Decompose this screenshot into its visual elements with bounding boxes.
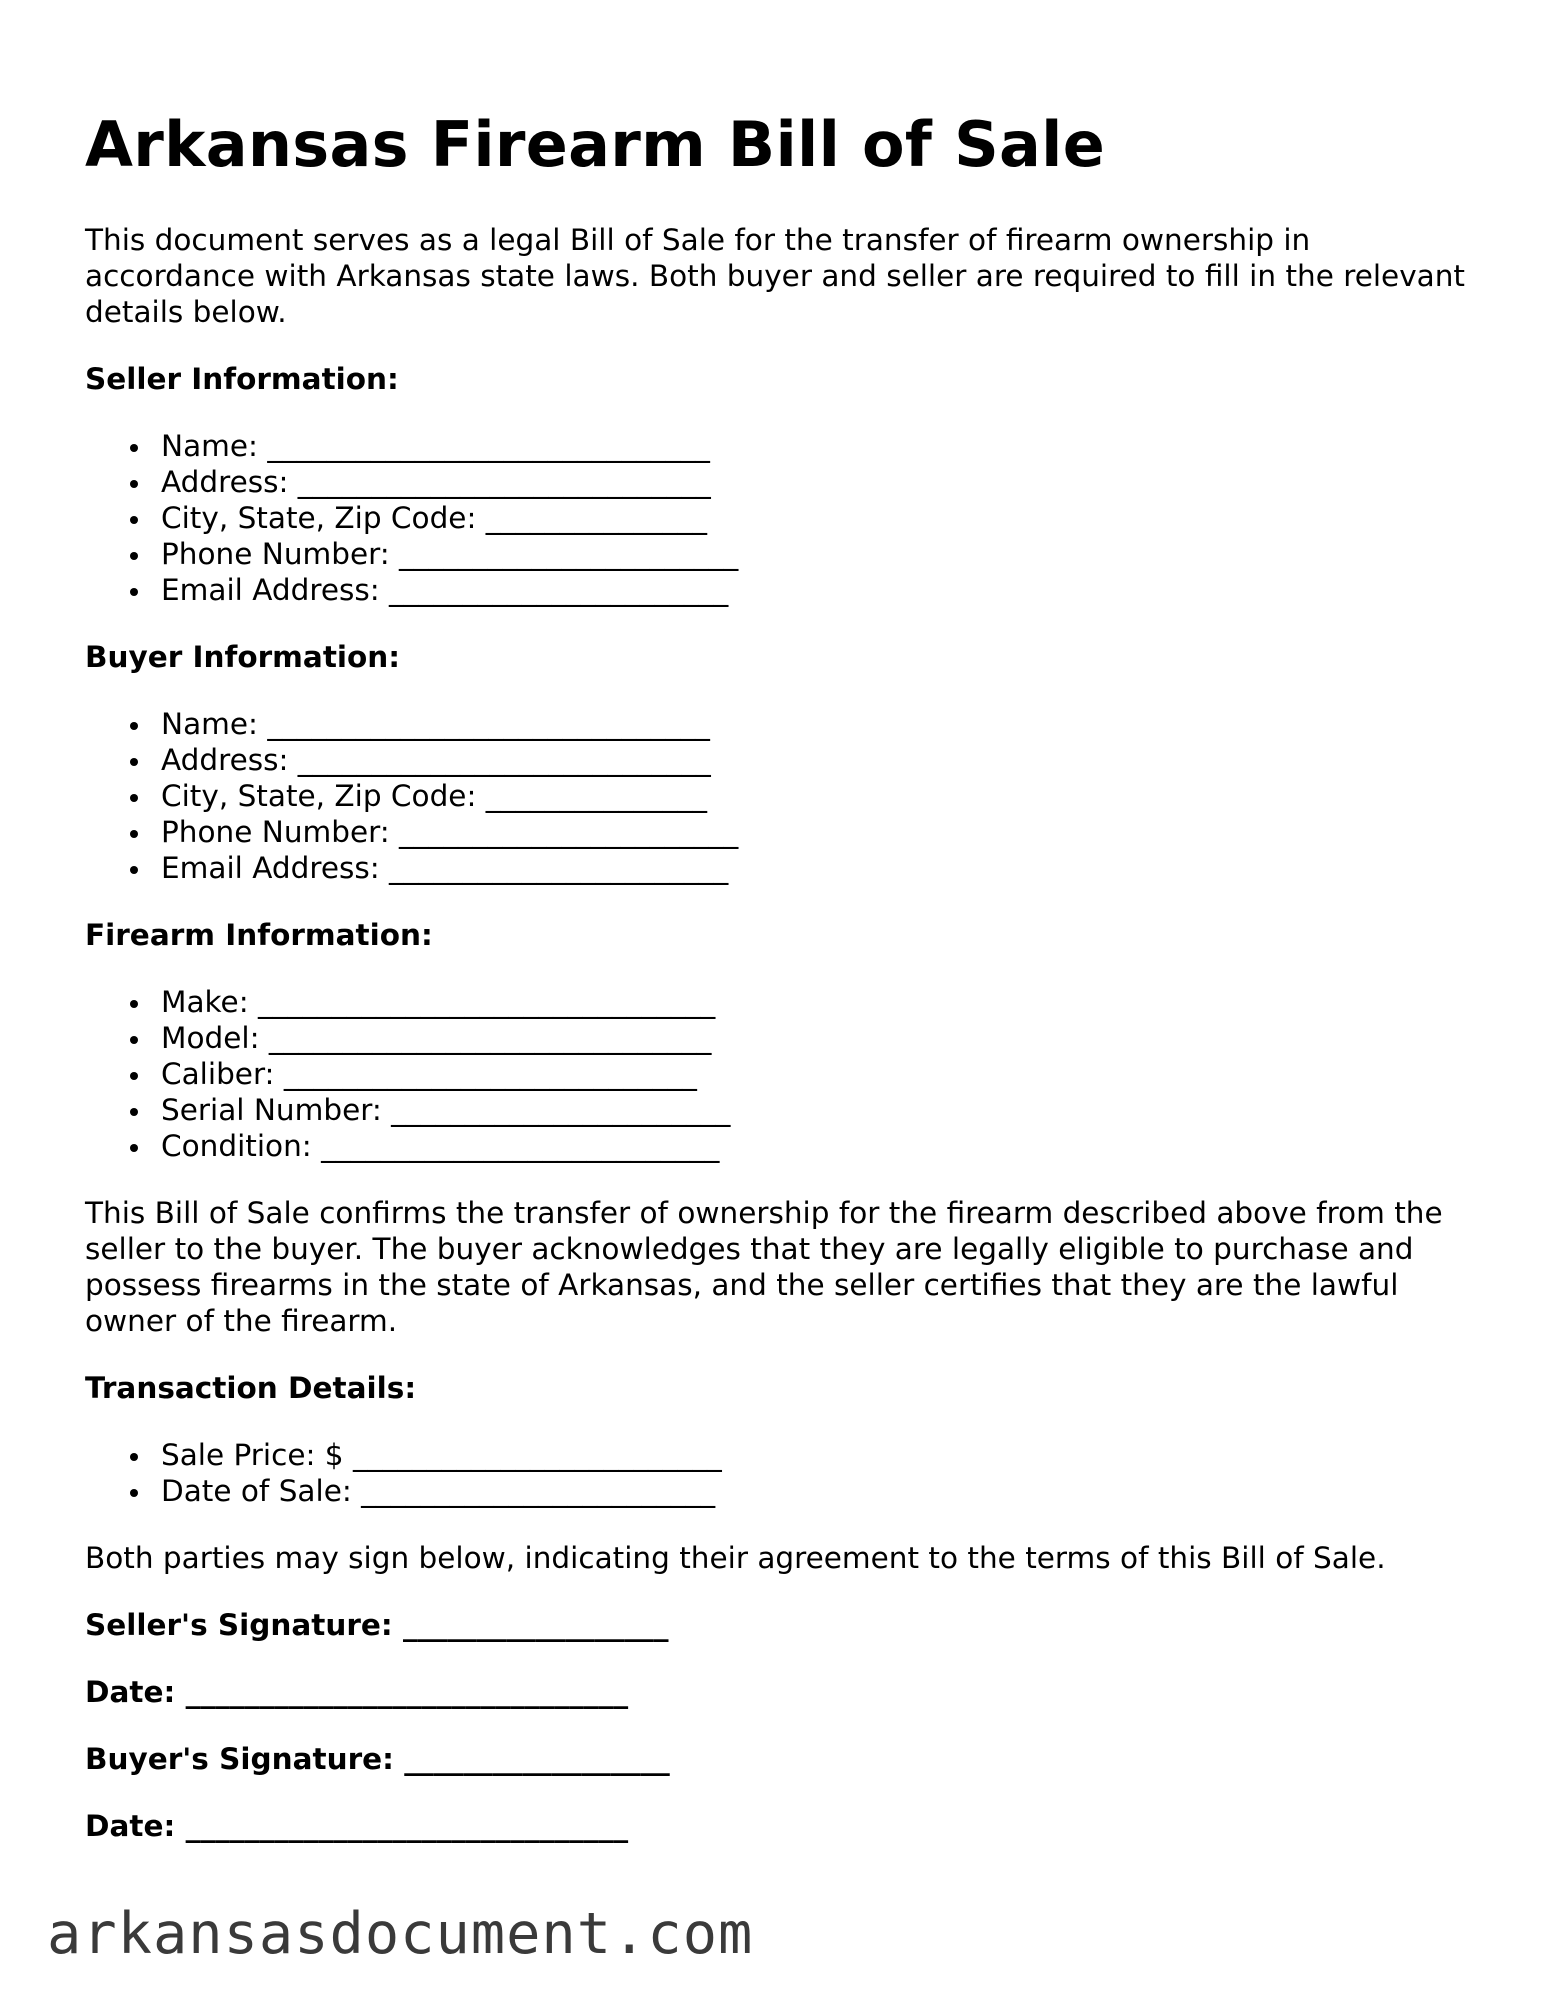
- transaction-details-heading: Transaction Details:: [85, 1371, 417, 1405]
- transaction-fields-list: [85, 1437, 1485, 1509]
- buyer-information-heading: Buyer Information:: [85, 640, 401, 674]
- buyer-date-line: Date: ______________________________: [85, 1809, 629, 1843]
- sale-price-field: Sale Price: $ _________________________: [161, 1437, 1485, 1473]
- buyer-email-field: Email Address: _______________________: [161, 850, 1485, 886]
- seller-address-field: Address: ____________________________: [161, 464, 1485, 500]
- firearm-information-heading: Firearm Information:: [85, 918, 433, 952]
- watermark-text: arkansasdocument.com: [47, 1901, 754, 1967]
- firearm-serial-number-field: Serial Number: _______________________: [161, 1092, 1485, 1128]
- seller-date-line: Date: ______________________________: [85, 1675, 629, 1709]
- confirmation-paragraph: This Bill of Sale confirms the transfer of ownership for the firearm described above from the seller to the buyer. The buyer acknowledges that they are legally eligible to purchase and possess firearms in the state of Arkansas, and the seller certifies that they are the lawful owner of the firearm.: [85, 1196, 1443, 1338]
- firearm-fields-list: [85, 984, 1485, 1164]
- buyer-city-state-zip-field: City, State, Zip Code: _______________: [161, 778, 1485, 814]
- firearm-model-field: Model: ______________________________: [161, 1020, 1485, 1056]
- seller-signature-line: Seller's Signature: __________________: [85, 1608, 669, 1642]
- seller-name-field: Name: ______________________________: [161, 428, 1485, 464]
- buyer-name-field: Name: ______________________________: [161, 706, 1485, 742]
- seller-fields-list: [85, 428, 1485, 608]
- date-of-sale-field: Date of Sale: ________________________: [161, 1473, 1485, 1509]
- buyer-fields-list: [85, 706, 1485, 886]
- agreement-paragraph: Both parties may sign below, indicating their agreement to the terms of this Bill of Sale.: [85, 1541, 1386, 1575]
- seller-city-state-zip-field: City, State, Zip Code: _______________: [161, 500, 1485, 536]
- intro-paragraph: This document serves as a legal Bill of Sale for the transfer of firearm ownership in accordance with Arkansas state laws. Both buyer and seller are required to fill in the relevant details below.: [85, 223, 1466, 329]
- firearm-condition-field: Condition: ___________________________: [161, 1128, 1485, 1164]
- bill-of-sale-document: [85, 110, 1485, 1875]
- firearm-caliber-field: Caliber: ____________________________: [161, 1056, 1485, 1092]
- document-title: Arkansas Firearm Bill of Sale: [85, 108, 1106, 181]
- seller-information-heading: Seller Information:: [85, 362, 399, 396]
- buyer-signature-line: Buyer's Signature: __________________: [85, 1742, 670, 1776]
- buyer-address-field: Address: ____________________________: [161, 742, 1485, 778]
- buyer-phone-field: Phone Number: _______________________: [161, 814, 1485, 850]
- firearm-make-field: Make: _______________________________: [161, 984, 1485, 1020]
- seller-email-field: Email Address: _______________________: [161, 572, 1485, 608]
- seller-phone-field: Phone Number: _______________________: [161, 536, 1485, 572]
